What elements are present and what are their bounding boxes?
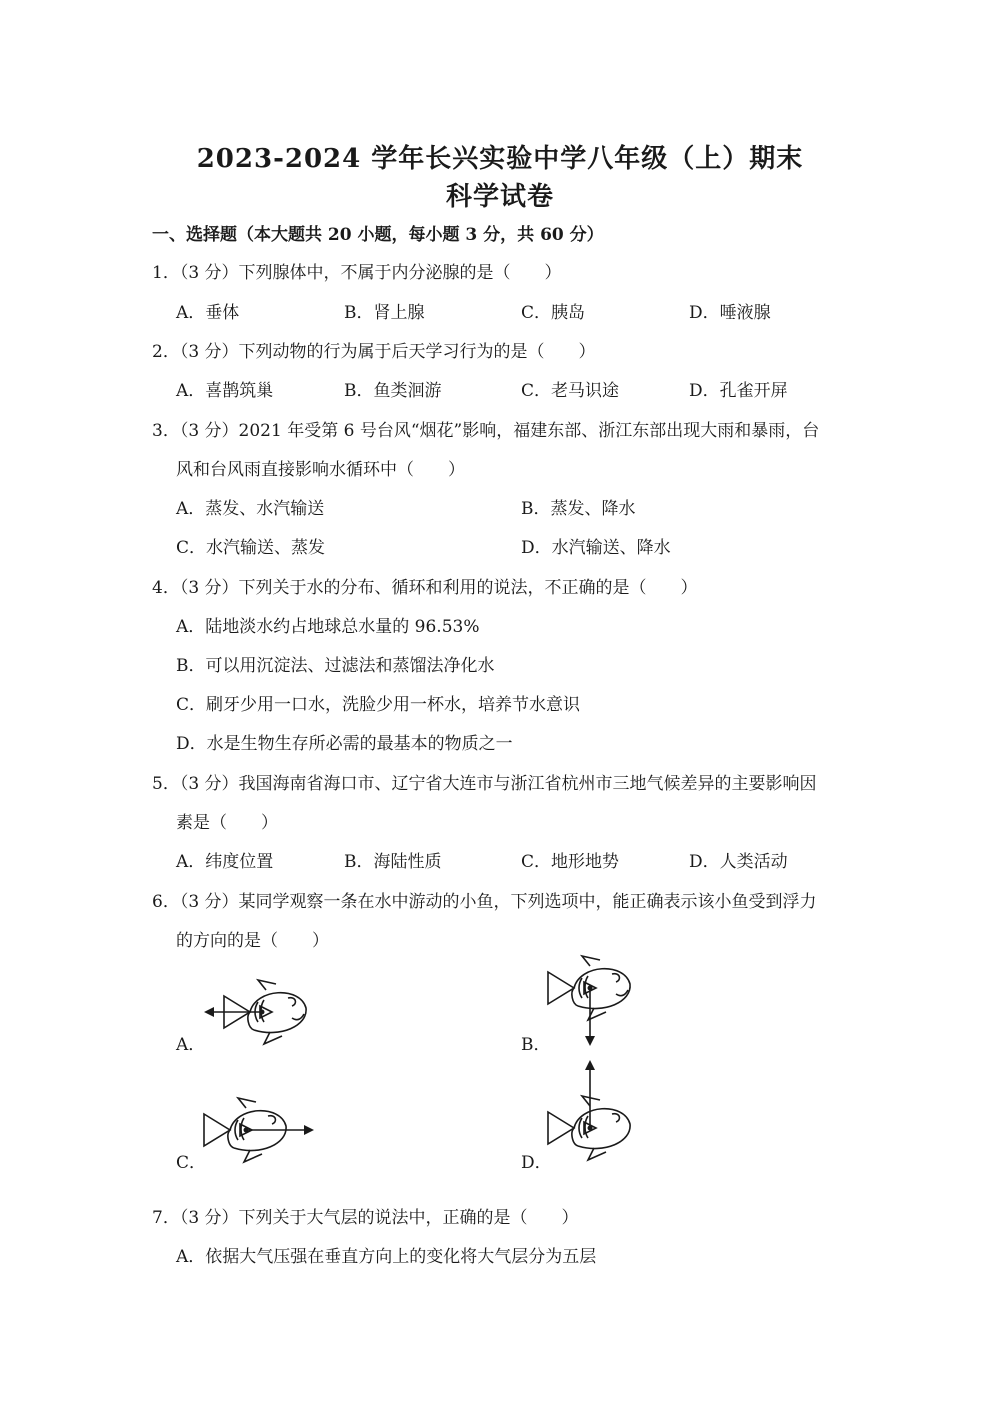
question-6-stem: 6．（3 分）某同学观察一条在水中游动的小鱼，下列选项中，能正确表示该小鱼受到浮力	[152, 892, 817, 912]
question-3-stem-cont: 风和台风雨直接影响水循环中（ ）	[176, 460, 465, 480]
q1-option-a: A．垂体	[176, 303, 240, 323]
question-6-stem-cont: 的方向的是（ ）	[176, 931, 329, 951]
question-1-stem: 1．（3 分）下列腺体中，不属于内分泌腺的是（ ）	[152, 263, 562, 283]
q2-option-b: B．鱼类洄游	[344, 381, 442, 401]
q6-option-d: D．	[521, 1153, 552, 1173]
q1-option-c: C．胰岛	[521, 303, 586, 323]
section-heading: 一、选择题（本大题共 20 小题，每小题 3 分，共 60 分）	[152, 225, 604, 245]
question-5-stem: 5．（3 分）我国海南省海口市、辽宁省大连市与浙江省杭州市三地气候差异的主要影响因	[152, 774, 817, 794]
fish-arrow-up-icon	[540, 1056, 660, 1176]
exam-title-line2: 科学试卷	[445, 182, 554, 212]
q5-option-c: C．地形地势	[521, 852, 620, 872]
q4-option-b: B．可以用沉淀法、过滤法和蒸馏法净化水	[176, 656, 495, 676]
q4-option-c: C．刷牙少用一口水，洗脸少用一杯水，培养节水意识	[176, 695, 581, 715]
question-4-stem: 4．（3 分）下列关于水的分布、循环和利用的说法，不正确的是（ ）	[152, 578, 698, 598]
q3-option-a: A．蒸发、水汽输送	[176, 499, 325, 519]
q6-option-a: A．	[176, 1035, 206, 1055]
q3-option-d: D．水汽输送、降水	[521, 538, 671, 558]
fish-arrow-down-icon	[540, 950, 660, 1060]
q1-option-d: D．唾液腺	[689, 303, 771, 323]
q2-option-c: C．老马识途	[521, 381, 620, 401]
q3-option-b: B．蒸发、降水	[521, 499, 636, 519]
q6-option-c: C．	[176, 1153, 207, 1173]
question-2-stem: 2．（3 分）下列动物的行为属于后天学习行为的是（ ）	[152, 342, 596, 362]
q2-option-a: A．喜鹊筑巢	[176, 381, 274, 401]
q5-option-b: B．海陆性质	[344, 852, 442, 872]
q1-option-b: B．肾上腺	[344, 303, 425, 323]
fish-arrow-left-icon	[200, 972, 320, 1052]
q4-option-a: A．陆地淡水约占地球总水量的 96.53%	[176, 617, 480, 637]
q7-option-a: A．依据大气压强在垂直方向上的变化将大气层分为五层	[176, 1247, 597, 1267]
question-5-stem-cont: 素是（ ）	[176, 813, 278, 833]
q5-option-d: D．人类活动	[689, 852, 788, 872]
q2-option-d: D．孔雀开屏	[689, 381, 788, 401]
q3-option-c: C．水汽输送、蒸发	[176, 538, 326, 558]
exam-title-line1: 2023-2024 学年长兴实验中学八年级（上）期末	[196, 144, 804, 174]
q6-option-b: B．	[521, 1035, 551, 1055]
fish-arrow-right-icon	[196, 1090, 326, 1170]
question-7-stem: 7．（3 分）下列关于大气层的说法中，正确的是（ ）	[152, 1208, 579, 1228]
q4-option-d: D．水是生物生存所必需的最基本的物质之一	[176, 734, 513, 754]
q5-option-a: A．纬度位置	[176, 852, 274, 872]
question-3-stem: 3．（3 分）2021 年受第 6 号台风“烟花”影响，福建东部、浙江东部出现大雨和暴雨，台	[152, 421, 820, 441]
